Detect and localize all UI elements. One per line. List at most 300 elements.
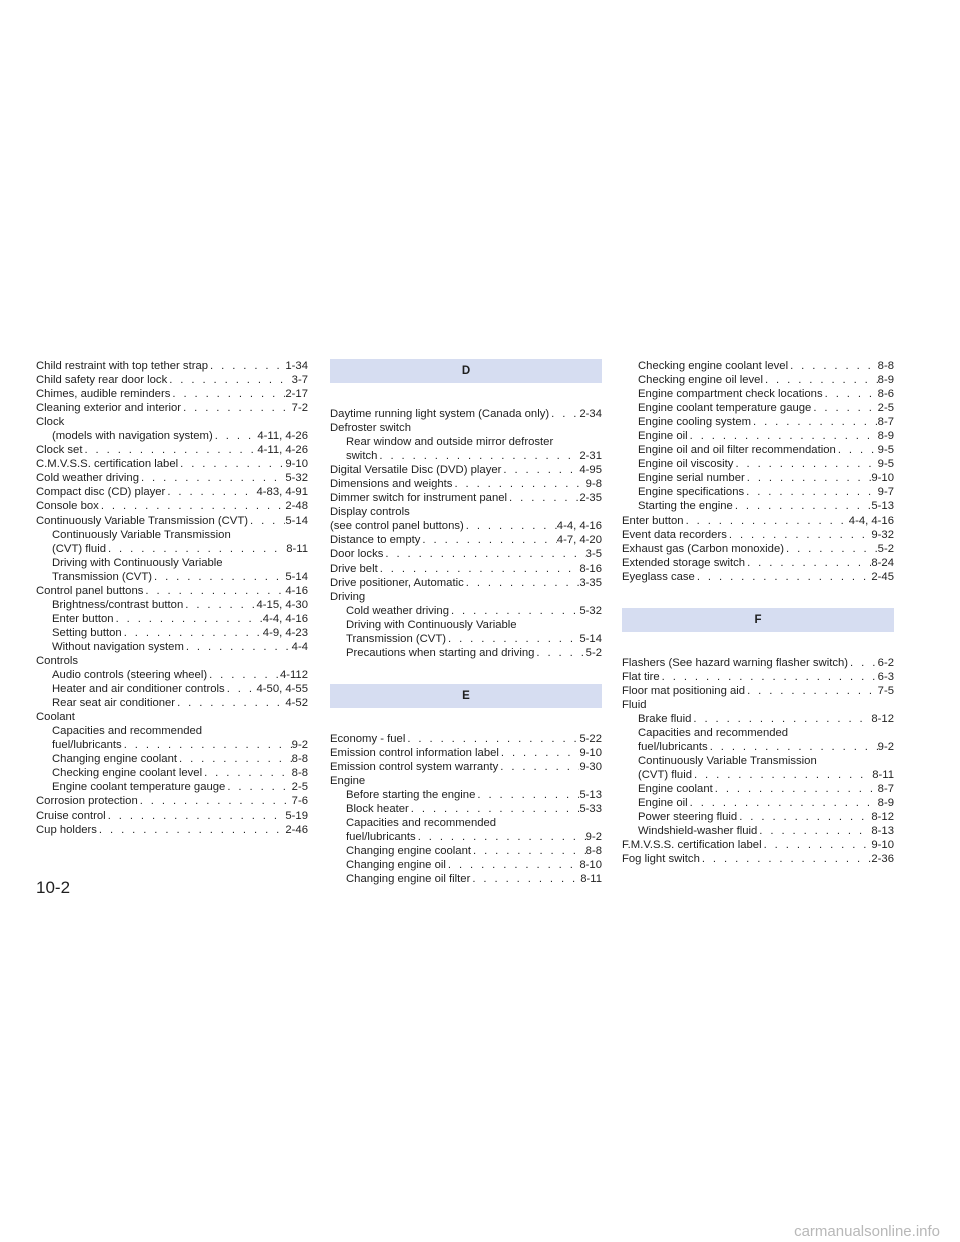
dot-leader [848,656,878,670]
index-subentry: Continuously Variable Transmission [638,755,817,768]
index-subentry [622,429,894,443]
index-entry [622,570,894,584]
entry-text: F.M.V.S.S. certification label [622,839,762,852]
page-reference: 5-22 [579,732,602,745]
index-subentry [36,429,308,443]
index-entry [36,457,308,471]
dot-leader [464,576,580,590]
index-subentry [330,844,602,858]
index-subentry [622,810,894,824]
page-reference: 9-5 [877,444,894,457]
dot-leader [114,612,263,626]
dot-leader [99,499,286,513]
index-subentry [622,471,894,485]
page-reference: 8-12 [871,811,894,824]
dot-leader [733,499,872,513]
entry-text: Continuously Variable Transmission (CVT) [36,514,248,527]
entry-text: Control panel buttons [36,584,144,597]
dot-leader [177,752,292,766]
dot-leader [501,463,579,477]
index-subentry [622,359,894,373]
index-entry: Display controls [330,506,410,519]
dot-leader [248,514,285,528]
index-entry [36,485,308,499]
page-reference: 6-2 [877,656,894,669]
page-reference: 5-33 [579,803,602,816]
index-entry [330,533,602,547]
page-reference: 8-8 [291,753,308,766]
entry-text: Flashers (See hazard warning flasher switch) [622,656,849,669]
index-subentry: Continuously Variable Transmission [52,528,231,541]
index-entry [330,491,602,505]
index-subentry [330,802,602,816]
dot-leader [507,491,579,505]
dot-leader [207,668,280,682]
section-letter-header: E [330,684,602,708]
dot-leader [106,542,286,556]
index-entry [36,823,308,837]
dot-leader [452,477,585,491]
index-entry [622,542,894,556]
entry-text: Brightness/contrast button [52,598,184,611]
index-subentry: Capacities and recommended [346,817,497,830]
index-entry: Driving [330,590,366,603]
dot-leader [684,514,849,528]
entry-text: Flat tire [622,670,660,683]
index-entry: Engine [330,774,366,787]
index-entry [622,528,894,542]
dot-leader [143,584,285,598]
section-spacer [330,660,602,684]
dot-leader [475,788,579,802]
dot-leader [152,570,285,584]
entry-text: Emission control system warranty [330,760,499,773]
dot-leader [788,359,878,373]
index-subentry [36,570,308,584]
entry-text: (see control panel buttons) [330,520,464,533]
page-reference: 8-24 [871,556,894,569]
dot-leader [202,766,292,780]
dot-leader [727,528,872,542]
index-subentry [622,387,894,401]
entry-text: Checking engine coolant level [638,360,789,372]
index-subentry: Driving with Continuously Variable [52,556,223,569]
page-reference: 5-2 [585,646,602,659]
index-subentry [36,668,308,682]
dot-leader [745,471,872,485]
index-subentry [330,858,602,872]
index-entry [330,519,602,533]
index-entry [622,852,894,866]
entry-text: (CVT) fluid [52,542,106,555]
page-reference: 5-13 [579,789,602,802]
entry-text: Drive belt [330,562,378,575]
dot-leader [688,429,878,443]
dot-leader [695,570,872,584]
entry-text: Changing engine coolant [52,753,177,766]
index-subentry [36,626,308,640]
dot-leader [700,852,872,866]
watermark: carmanualsonline.info [794,1223,940,1240]
index-column-3 [622,359,894,866]
page-reference: 8-11 [286,542,308,555]
page-reference: 3-5 [585,548,602,561]
dot-leader [106,809,286,823]
dot-leader [784,542,878,556]
entry-text: Cold weather driving [36,472,139,485]
entry-text: Clock set [36,444,83,457]
index-entry [622,556,894,570]
entry-text: Door locks [330,548,384,561]
dot-leader [383,547,585,561]
dot-leader [213,429,258,443]
index-entry [330,760,602,774]
dot-leader [471,844,586,858]
index-subentry [622,457,894,471]
entry-text: Extended storage switch [622,556,746,569]
index-entry [36,387,308,401]
entry-text: Drive positioner, Automatic [330,576,464,589]
index-entry [36,471,308,485]
page-reference: 8-8 [291,767,308,780]
index-subentry [36,612,308,626]
entry-text: Checking engine oil level [638,374,763,387]
page-reference: 9-2 [585,831,602,844]
page-reference: 9-10 [285,458,308,471]
page-reference: 8-8 [877,360,894,372]
page-reference: 8-9 [877,374,894,387]
page-reference: 5-13 [871,500,894,513]
page-reference: 9-5 [877,458,894,471]
entry-text: C.M.V.S.S. certification label [36,458,179,471]
dot-leader [449,604,579,618]
page-reference: 6-3 [877,670,894,683]
page-reference: 7-2 [291,402,308,415]
page-reference: 8-13 [871,825,894,838]
page-reference: 5-32 [285,472,308,485]
index-subentry [622,373,894,387]
index-subentry [330,830,602,844]
entry-text: Distance to empty [330,534,421,547]
page-reference: 4-4 [291,640,308,653]
entry-text: Engine coolant [638,783,713,796]
index-subentry [622,796,894,810]
index-subentry [622,768,894,782]
page-reference: 4-83, 4-91 [256,486,308,499]
page-reference: 9-32 [871,528,894,541]
index-entry: Defroster switch [330,422,411,435]
dot-leader [744,485,878,499]
entry-text: Daytime running light system (Canada only) [330,408,550,420]
dot-leader [745,684,878,698]
section-spacer [622,584,894,608]
page-reference: 5-14 [579,632,602,645]
dot-leader [692,768,872,782]
dot-leader [534,646,585,660]
index-entry: Coolant [36,711,75,724]
entry-text: Fog light switch [622,853,700,866]
page-reference: 2-36 [871,853,894,866]
entry-text: Cold weather driving [346,604,449,617]
entry-text: Starting the engine [638,500,733,513]
entry-text: Compact disc (CD) player [36,486,166,499]
page-reference: 1-34 [285,360,308,372]
page-reference: 2-48 [285,500,308,513]
page-reference: 8-10 [579,859,602,872]
dot-leader [757,824,871,838]
page-reference: 4-4, 4-16 [262,612,308,625]
entry-text: Dimensions and weights [330,478,453,491]
index-column-2 [330,359,602,886]
dot-leader [225,780,291,794]
dot-leader [122,738,292,752]
entry-text: Engine oil [638,797,688,810]
dot-leader [745,556,871,570]
page-reference: 9-10 [871,839,894,852]
dot-leader [499,746,579,760]
page-reference: 4-4, 4-16 [848,514,894,527]
entry-text: switch [346,450,378,463]
dot-leader [378,562,580,576]
index-subentry [36,780,308,794]
entry-text: Before starting the engine [346,789,476,802]
index-subentry [330,632,602,646]
page-reference: 2-5 [291,781,308,794]
entry-text: Rear seat air conditioner [52,697,176,710]
entry-text: Power steering fluid [638,811,738,824]
dot-leader [446,858,580,872]
page-reference: 5-32 [579,604,602,617]
index-subentry: Capacities and recommended [52,725,203,738]
index-subentry [622,499,894,513]
index-entry [36,401,308,415]
dot-leader [97,823,285,837]
page-reference: 4-16 [285,584,308,597]
entry-text: Heater and air conditioner controls [52,683,225,696]
page-reference: 5-19 [285,809,308,822]
index-subentry [36,640,308,654]
index-entry [330,732,602,746]
page-reference: 8-16 [579,562,602,575]
index-subentry [36,682,308,696]
index-subentry [622,782,894,796]
index-subentry [622,443,894,457]
dot-leader [225,682,257,696]
dot-leader [420,533,556,547]
index-subentry [622,485,894,499]
entry-text: fuel/lubricants [638,741,708,754]
entry-text: Exhaust gas (Carbon monoxide) [622,542,785,555]
entry-text: Block heater [346,803,409,816]
dot-leader [165,485,256,499]
entry-text: Transmission (CVT) [346,632,447,645]
entry-text: Changing engine oil filter [346,873,471,886]
dot-leader [208,359,285,373]
page-reference: 8-12 [871,712,894,725]
dot-leader [170,387,285,401]
entry-text: Cup holders [36,823,97,836]
index-subentry: Capacities and recommended [638,726,789,739]
index-entry [36,809,308,823]
entry-text: Cleaning exterior and interior [36,402,182,415]
page-reference: 4-15, 4-30 [256,598,308,611]
page-reference: 4-52 [285,697,308,710]
dot-leader [823,387,878,401]
entry-text: Enter button [622,514,684,527]
index-entry [622,670,894,684]
dot-leader [688,796,878,810]
index-entry: Controls [36,654,79,667]
page-reference: 2-34 [579,408,602,420]
entry-text: Engine compartment check locations [638,388,823,401]
dot-leader [446,632,579,646]
entry-text: Engine coolant temperature gauge [638,402,812,415]
section-letter-header: F [622,608,894,632]
dot-leader [713,782,878,796]
entry-text: Audio controls (steering wheel) [52,669,208,682]
entry-text: Engine oil viscosity [638,458,734,471]
index-entry [36,443,308,457]
index-entry: Clock [36,416,65,429]
index-entry [36,514,308,528]
dot-leader [470,872,580,886]
dot-leader [167,373,291,387]
dot-leader [184,640,292,654]
index-entry [36,499,308,513]
page-reference: 2-35 [579,492,602,505]
index-subentry: Rear window and outside mirror defroster [346,436,554,449]
page-number: 10-2 [36,878,71,897]
dot-leader [138,794,292,808]
entry-text: Engine serial number [638,472,745,485]
dot-leader [175,696,285,710]
page-reference: 4-9, 4-23 [262,626,308,639]
entry-text: Transmission (CVT) [52,570,153,583]
entry-text: Changing engine coolant [346,845,471,858]
page-reference: 2-5 [877,402,894,415]
page-reference: 4-50, 4-55 [256,683,308,696]
page-reference: 4-7, 4-20 [556,534,602,547]
index-subentry [330,449,602,463]
entry-text: fuel/lubricants [52,739,122,752]
page-reference: 8-8 [585,845,602,858]
entry-text: Setting button [52,626,122,639]
dot-leader [416,830,586,844]
dot-leader [498,760,579,774]
page-reference: 9-30 [579,760,602,773]
entry-text: Engine oil [638,430,688,443]
dot-leader [178,457,285,471]
index-subentry [622,712,894,726]
page-reference: 2-46 [285,823,308,836]
index-subentry [36,738,308,752]
page-reference: 4-95 [579,464,602,477]
page-reference: 2-31 [579,450,602,463]
page-reference: 8-9 [877,430,894,443]
entry-text: Checking engine coolant level [52,767,203,780]
entry-text: (models with navigation system) [52,430,213,443]
dot-leader [549,407,579,421]
page-reference: 4-11, 4-26 [257,444,308,457]
dot-leader [763,373,878,387]
page-reference: 4-112 [279,669,308,682]
entry-text: Engine oil and oil filter recommendation [638,444,836,457]
page-reference: 5-2 [877,542,894,555]
dot-leader [737,810,871,824]
index-entry: Fluid [622,698,647,711]
index-entry [36,794,308,808]
dot-leader [660,670,878,684]
entry-text: Dimmer switch for instrument panel [330,492,508,505]
page-reference: 9-8 [585,478,602,491]
index-entry [330,576,602,590]
entry-text: (CVT) fluid [638,769,692,782]
index-entry [622,684,894,698]
page-reference: 8-6 [877,388,894,401]
page-reference: 5-14 [285,570,308,583]
index-subentry [36,696,308,710]
index-subentry [36,766,308,780]
index-subentry [622,415,894,429]
entry-text: Brake fluid [638,712,692,725]
index-entry [330,547,602,561]
page-reference: 2-17 [285,388,308,401]
page-reference: 8-7 [877,416,894,429]
index-column-1 [36,359,308,837]
entry-text: Economy - fuel [330,732,406,745]
index-subentry [622,824,894,838]
index-subentry [622,740,894,754]
index-subentry [330,872,602,886]
entry-text: Engine cooling system [638,416,752,429]
entry-text: Event data recorders [622,528,727,541]
entry-text: Precautions when starting and driving [346,646,535,659]
entry-text: Cruise control [36,809,106,822]
entry-text: Eyeglass case [622,570,695,583]
entry-text: Corrosion protection [36,795,138,808]
page-reference: 3-35 [579,576,602,589]
entry-text: Chimes, audible reminders [36,388,171,401]
index-entry [330,463,602,477]
dot-leader [181,401,292,415]
page-reference: 9-10 [871,472,894,485]
section-letter-header: D [330,359,602,383]
entry-text: Emission control information label [330,746,499,759]
index-entry [622,514,894,528]
entry-text: Changing engine oil [346,859,446,872]
index-entry [622,656,894,670]
dot-leader [691,712,871,726]
index-entry [330,746,602,760]
index-entry [330,562,602,576]
index-entry [330,477,602,491]
dot-leader [464,519,557,533]
page-reference: 8-7 [877,783,894,796]
page-reference: 3-7 [291,374,308,387]
index-subentry [330,788,602,802]
dot-leader [409,802,580,816]
entry-text: Digital Versatile Disc (DVD) player [330,464,502,477]
entry-text: Engine coolant temperature gauge [52,781,226,794]
index-entry [36,359,308,373]
page-reference: 9-2 [877,741,894,754]
index-entry [330,407,602,421]
entry-text: Child restraint with top tether strap [36,360,209,372]
dot-leader [139,471,285,485]
dot-leader [708,740,878,754]
dot-leader [811,401,877,415]
dot-leader [122,626,263,640]
